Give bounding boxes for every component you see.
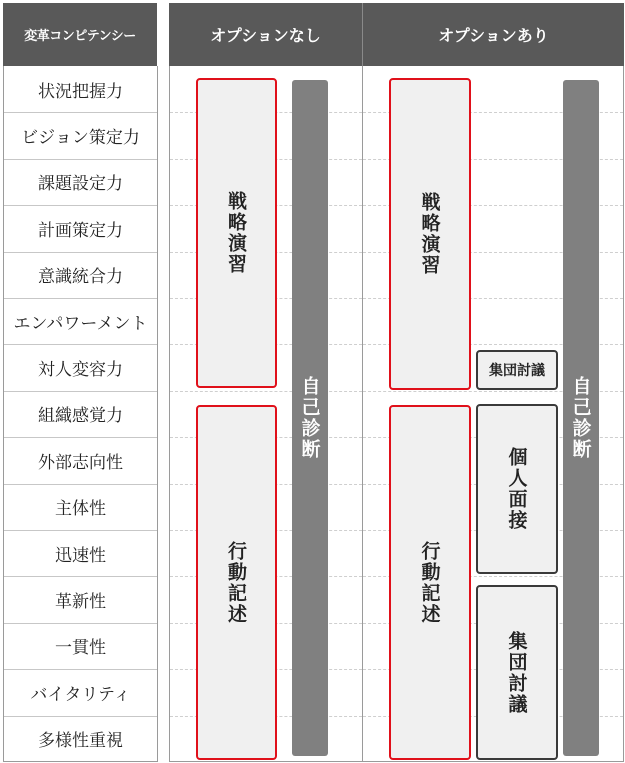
self-diagnosis-label: 自己診断 xyxy=(298,376,321,460)
group-discussion-label: 集団討議 xyxy=(505,630,528,715)
strategy-exercise-box xyxy=(389,78,471,390)
competency-row: 意識統合力 xyxy=(38,267,123,288)
competency-row: 革新性 xyxy=(55,592,106,613)
strategy-exercise-label: 戦略演習 xyxy=(225,191,247,275)
competency-row: 多様性重視 xyxy=(38,731,123,752)
group-discussion-small-box xyxy=(476,350,558,390)
behavior-description-label: 行動記述 xyxy=(225,540,247,625)
competency-row: エンパワーメント xyxy=(13,313,148,334)
behavior-description-box xyxy=(389,405,471,760)
self-diagnosis-label: 自己診断 xyxy=(569,376,592,460)
competency-row: ビジョン策定力 xyxy=(21,128,140,149)
group-discussion-box xyxy=(476,585,558,760)
with-option-panel xyxy=(362,66,624,762)
competency-row: 外部志向性 xyxy=(38,452,123,473)
competency-row: 状況把握力 xyxy=(38,81,123,102)
no-option-header: オプションなし xyxy=(169,3,362,66)
competency-row: 組織感覚力 xyxy=(38,406,123,427)
behavior-description-label: 行動記述 xyxy=(418,540,441,625)
with-option-header: オプションあり xyxy=(362,3,624,66)
individual-interview-label: 個人面接 xyxy=(505,447,528,531)
competency-row: 一貫性 xyxy=(55,638,106,659)
strategy-exercise-box xyxy=(196,78,277,388)
self-diagnosis-bar xyxy=(563,80,599,756)
competency-row: 対人変容力 xyxy=(38,360,123,381)
no-option-panel xyxy=(169,66,363,762)
competency-row: バイタリティ xyxy=(30,684,131,705)
competency-row: 課題設定力 xyxy=(38,174,123,195)
group-discussion-small-label: 集団討議 xyxy=(489,363,545,379)
competency-row: 計画策定力 xyxy=(38,220,123,241)
competency-row: 迅速性 xyxy=(55,545,106,566)
strategy-exercise-label: 戦略演習 xyxy=(418,192,441,276)
individual-interview-box xyxy=(476,404,558,574)
row-guide xyxy=(170,391,362,392)
competency-header: 変革コンピテンシー xyxy=(3,3,157,66)
competency-row: 主体性 xyxy=(55,499,106,520)
behavior-description-box xyxy=(196,405,277,760)
competency-list xyxy=(3,66,158,762)
self-diagnosis-bar xyxy=(292,80,328,756)
